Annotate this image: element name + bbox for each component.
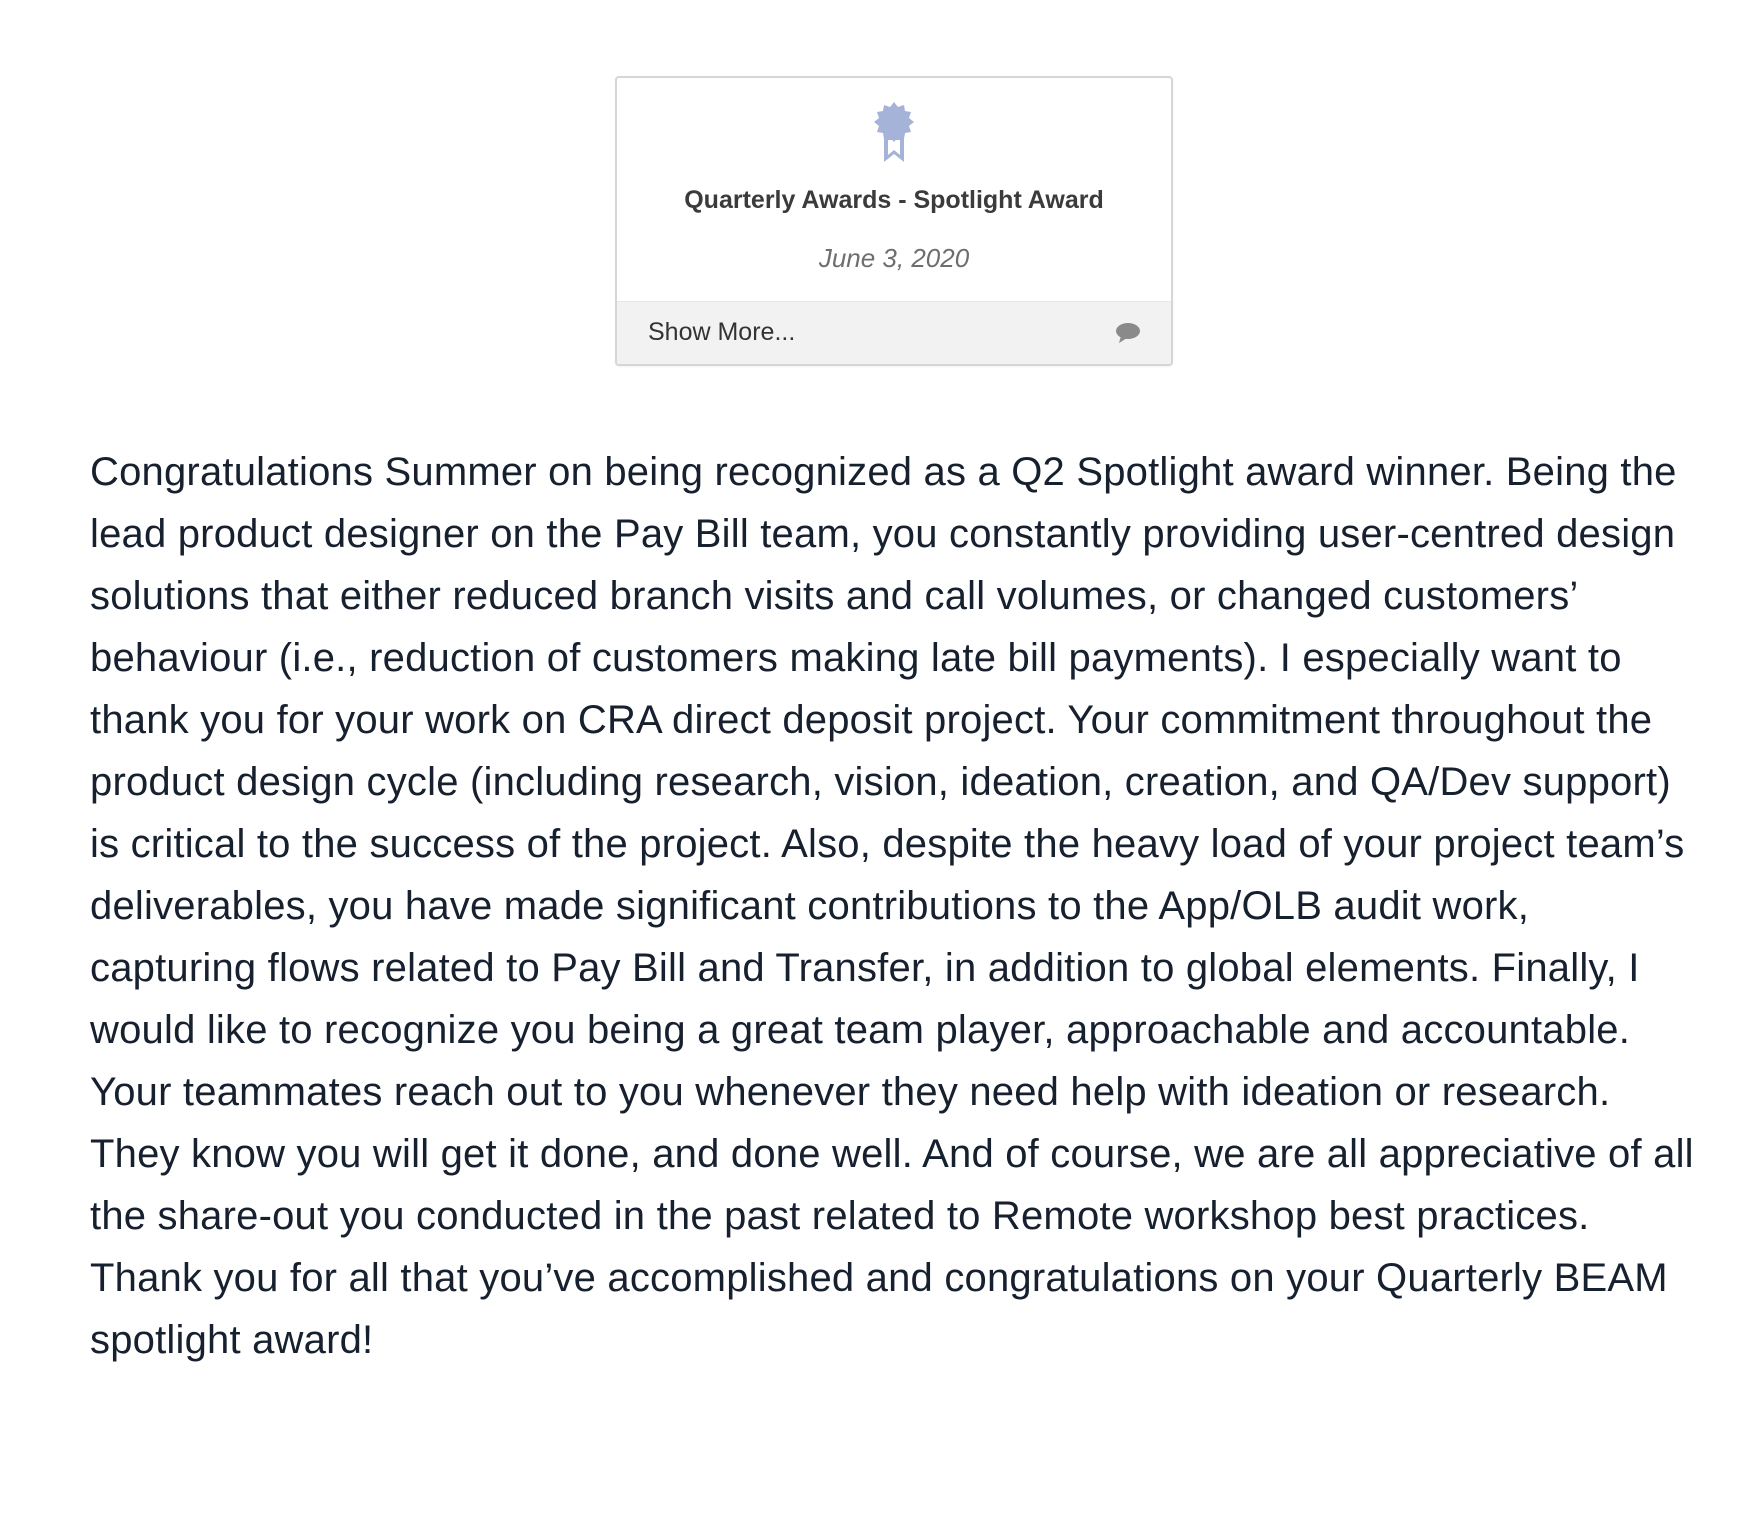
show-more-footer[interactable] <box>617 301 1171 364</box>
ribbon-award-icon <box>870 100 918 164</box>
award-card <box>615 76 1173 366</box>
award-date: June 3, 2020 <box>818 243 970 273</box>
speech-bubble-icon[interactable] <box>1115 322 1141 344</box>
award-message: Congratulations Summer on being recognized as a Q2 Spotlight award winner. Being the lead product designer on the Pay Bill team, you constantly providing user-centred design solutions that either reduced branch visits and call volumes, or changed customers’ behaviour (i.e., reduction of customers making late bill payments). I especially want to thank you for your work on CRA direct deposit project. Your commitment throughout the product design cycle (including research, vision, ideation, creation, and QA/Dev support) is critical to the success of the project. Also, despite the heavy load of your project team’s deliverables, you have made significant contributions to the App/OLB audit work, capturing flows related to Pay Bill and Transfer, in addition to global elements. Finally, I would like to recognize you being a great team player, approachable and accountable. Your teammates reach out to you whenever they need help with ideation or research. They know you will get it done, and done well. And of course, we are all appreciative of all the share-out you conducted in the past related to Remote workshop best practices. Thank you for all that you’ve accomplished and congratulations on your Quarterly BEAM spotlight award! <box>90 450 1694 1362</box>
award-title: Quarterly Awards - Spotlight Award <box>684 186 1104 214</box>
show-more-link[interactable]: Show More... <box>648 318 796 346</box>
